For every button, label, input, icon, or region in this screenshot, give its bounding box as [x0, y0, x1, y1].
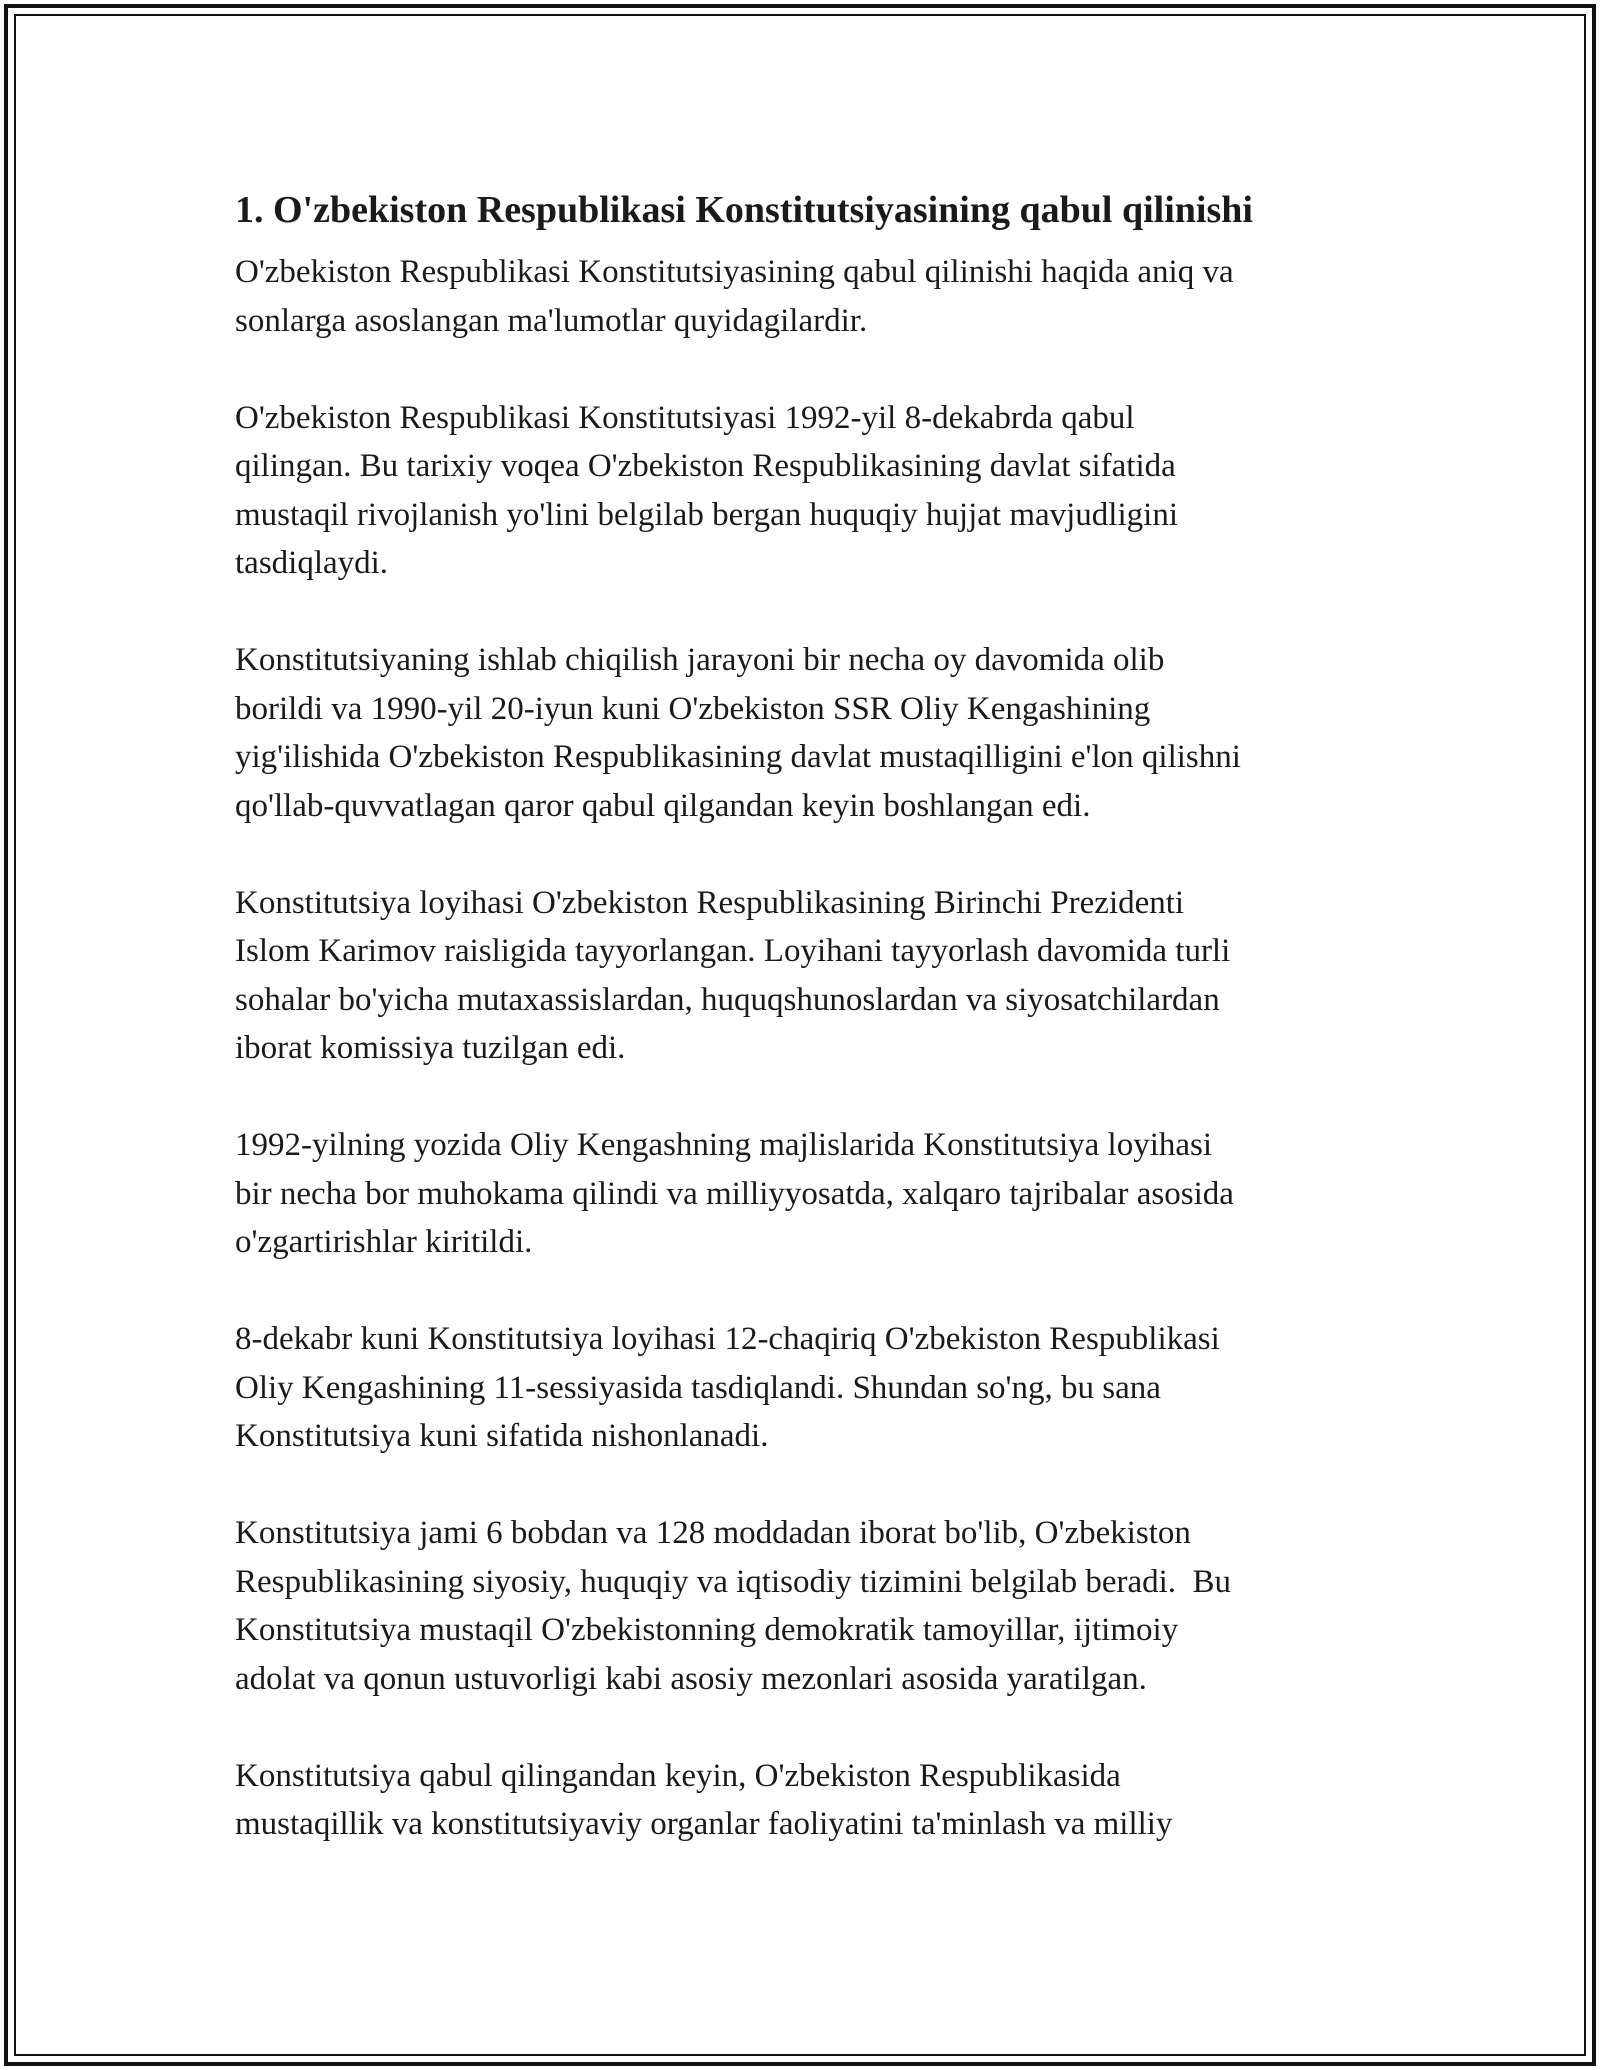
text-line: 8-dekabr kuni Konstitutsiya loyihasi 12-chaqiriq O'zbekiston Respublikasi	[235, 1321, 1220, 1357]
text-line: borildi va 1990-yil 20-iyun kuni O'zbekiston SSR Oliy Kengashining	[235, 690, 1151, 727]
text-line: Konstitutsiya kuni sifatida nishonlanadi.	[235, 1418, 769, 1454]
paragraph	[235, 1509, 1365, 1703]
text-line: mustaqil rivojlanish yo'lini belgilab bergan huquqiy hujjat mavjudligini	[235, 496, 1178, 533]
paragraph	[235, 394, 1365, 588]
paragraph	[235, 636, 1365, 830]
paragraph	[235, 1121, 1365, 1267]
text-line: Konstitutsiyaning ishlab chiqilish jarayoni bir necha oy davomida olib	[235, 642, 1165, 678]
text-line: Konstitutsiya jami 6 bobdan va 128 moddadan iborat bo'lib, O'zbekiston	[235, 1515, 1191, 1551]
text-line: Konstitutsiya mustaqil O'zbekistonning demokratik tamoyillar, ijtimoiy	[235, 1612, 1179, 1648]
text-line: 1992-yilning yozida Oliy Kengashning majlislarida Konstitutsiya loyihasi	[235, 1127, 1213, 1163]
paragraph	[235, 248, 1365, 345]
document-body	[235, 184, 1365, 1897]
paragraph-list	[235, 248, 1365, 1849]
text-line: Islom Karimov raisligida tayyorlangan. Loyihani tayyorlash davomida turli	[235, 933, 1231, 969]
section-heading: 1. O'zbekiston Respublikasi Konstitutsiyasining qabul qilinishi	[235, 189, 1253, 231]
text-line: adolat va qonun ustuvorligi kabi asosiy mezonlari asosida yaratilgan.	[235, 1660, 1147, 1697]
text-line: sohalar bo'yicha mutaxassislardan, huquqshunoslardan va siyosatchilardan	[235, 981, 1220, 1018]
text-line: mustaqillik va konstitutsiyaviy organlar faoliyatini ta'minlash va milliy	[235, 1806, 1173, 1842]
text-line: O'zbekiston Respublikasi Konstitutsiyasi 1992-yil 8-dekabrda qabul	[235, 399, 1135, 436]
text-line: Konstitutsiya loyihasi O'zbekiston Respublikasining Birinchi Prezidenti	[235, 884, 1185, 921]
text-line: Oliy Kengashining 11-sessiyasida tasdiqlandi. Shundan so'ng, bu sana	[235, 1369, 1161, 1406]
text-line: Konstitutsiya qabul qilingandan keyin, O'zbekiston Respublikasida	[235, 1757, 1121, 1794]
text-line: o'zgartirishlar kiritildi.	[235, 1224, 533, 1260]
text-line: yig'ilishida O'zbekiston Respublikasining davlat mustaqilligini e'lon qilishni	[235, 739, 1241, 775]
text-line: qilingan. Bu tarixiy voqea O'zbekiston Respublikasining davlat sifatida	[235, 448, 1176, 484]
paragraph	[235, 1315, 1365, 1461]
text-line: tasdiqlaydi.	[235, 545, 389, 581]
paragraph	[235, 879, 1365, 1073]
text-line: bir necha bor muhokama qilindi va milliyyosatda, xalqaro tajribalar asosida	[235, 1175, 1234, 1212]
paragraph	[235, 1752, 1365, 1849]
text-line: iborat komissiya tuzilgan edi.	[235, 1030, 626, 1066]
text-line: sonlarga asoslangan ma'lumotlar quyidagilardir.	[235, 302, 868, 339]
text-line: qo'llab-quvvatlagan qaror qabul qilgandan keyin boshlangan edi.	[235, 787, 1091, 824]
text-line: O'zbekiston Respublikasi Konstitutsiyasining qabul qilinishi haqida aniq va	[235, 254, 1234, 290]
text-line: Respublikasining siyosiy, huquqiy va iqtisodiy tizimini belgilab beradi. Bu	[235, 1563, 1232, 1600]
